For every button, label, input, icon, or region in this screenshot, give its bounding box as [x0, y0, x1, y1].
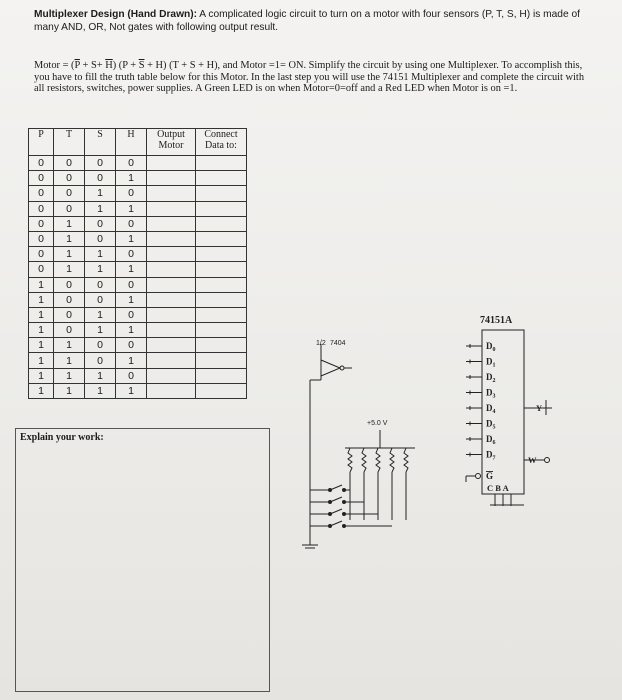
cell-s: 1 [85, 247, 116, 262]
cell-h: 0 [116, 277, 147, 292]
cell-s: 0 [85, 277, 116, 292]
cell-s: 1 [85, 368, 116, 383]
cell-h: 1 [116, 323, 147, 338]
cell-t: 0 [54, 292, 85, 307]
cell-s: 1 [85, 323, 116, 338]
h-bar: $\overline{H}$ [105, 60, 113, 71]
cell-s: 1 [85, 262, 116, 277]
cell-p: 0 [29, 216, 54, 231]
cell-t: 1 [54, 368, 85, 383]
cell-t: 0 [54, 186, 85, 201]
cell-h: 1 [116, 292, 147, 307]
cell-h: 0 [116, 216, 147, 231]
inverter-label: 7404 [330, 340, 346, 347]
cell-p: 1 [29, 353, 54, 368]
cell-p: 0 [29, 231, 54, 246]
cell-p: 0 [29, 247, 54, 262]
cell-t: 0 [54, 156, 85, 171]
strobe-bubble [476, 474, 481, 479]
output-y-label: Y [536, 403, 543, 413]
mux-input-label: $D_3$ [486, 387, 496, 400]
cell-p: 1 [29, 307, 54, 322]
equation-part: ) (P + [112, 60, 139, 71]
header-connect-data: Connect Data to: [196, 129, 247, 156]
cell-s: 0 [85, 292, 116, 307]
cell-h: 1 [116, 383, 147, 398]
cell-h: 0 [116, 338, 147, 353]
header-t: T [54, 129, 85, 156]
select-lines-label: C B A [487, 483, 509, 493]
mux-input-label: $D_6$ [486, 434, 496, 446]
cell-t: 1 [54, 353, 85, 368]
cell-h: 1 [116, 353, 147, 368]
cell-h: 0 [116, 247, 147, 262]
mux-input-label: $D_2$ [486, 372, 496, 384]
equation-part: + S+ [79, 60, 106, 71]
mux-input-label: $D_1$ [486, 356, 496, 369]
cell-t: 0 [54, 201, 85, 216]
header-description: A complicated logic circuit to turn on a motor with four sensors (P, T, S, H) is made of many AND, OR, Not gates with following output result. [34, 9, 580, 33]
inverter-fraction: 1/2 [316, 340, 326, 347]
cell-t: 0 [54, 171, 85, 186]
cell-t: 1 [54, 247, 85, 262]
cell-t: 1 [54, 262, 85, 277]
cell-p: 0 [29, 171, 54, 186]
strobe-label: G [486, 471, 494, 481]
cell-p: 1 [29, 338, 54, 353]
cell-h: 0 [116, 156, 147, 171]
cell-t: 1 [54, 231, 85, 246]
header-title: Multiplexer Design (Hand Drawn): [34, 9, 198, 20]
s-bar: $\overline{S}$ [138, 60, 145, 71]
cell-p: 0 [29, 201, 54, 216]
cell-t: 0 [54, 323, 85, 338]
resistor [376, 448, 380, 472]
p-bar: $\overline{P}$ [74, 60, 80, 71]
cell-h: 0 [116, 368, 147, 383]
cell-h: 1 [116, 201, 147, 216]
cell-p: 1 [29, 368, 54, 383]
cell-s: 1 [85, 186, 116, 201]
cell-h: 1 [116, 231, 147, 246]
cell-p: 0 [29, 156, 54, 171]
cell-h: 1 [116, 171, 147, 186]
cell-p: 0 [29, 262, 54, 277]
mux-input-label: $D_0$ [486, 341, 496, 353]
header-p: P [29, 129, 54, 156]
header-h: H [116, 129, 147, 156]
cell-s: 0 [85, 231, 116, 246]
cell-p: 1 [29, 323, 54, 338]
cell-t: 0 [54, 307, 85, 322]
resistor [404, 448, 408, 472]
cell-s: 0 [85, 353, 116, 368]
cell-h: 0 [116, 186, 147, 201]
cell-p: 1 [29, 277, 54, 292]
cell-t: 1 [54, 383, 85, 398]
inverter-gate [321, 360, 340, 376]
header-s: S [85, 129, 116, 156]
cell-s: 0 [85, 338, 116, 353]
cell-s: 1 [85, 383, 116, 398]
cell-s: 1 [85, 307, 116, 322]
header-output-motor: Output Motor [147, 129, 196, 156]
cell-s: 1 [85, 201, 116, 216]
cell-t: 0 [54, 277, 85, 292]
cell-t: 1 [54, 338, 85, 353]
cell-s: 0 [85, 156, 116, 171]
resistor [390, 448, 394, 472]
resistor [348, 448, 352, 472]
cell-s: 0 [85, 216, 116, 231]
cell-p: 1 [29, 383, 54, 398]
cell-h: 1 [116, 262, 147, 277]
cell-s: 0 [85, 171, 116, 186]
supply-label: +5.0 V [367, 420, 388, 427]
explain-label: Explain your work: [20, 432, 104, 443]
resistor [362, 448, 366, 472]
equation-rest: + H) (T + S + H), and Motor =1= ON. Simplify the circuit by using one Multiplexer. To accomplish this, you have to fill the truth table below for this Motor. In the last step you will use the 74151 Multiplexer and complete the circuit with all resistors, switches, power supplies. A Green LED is on when Motor=0=off and a Red LED when Motor is on =1. [34, 60, 585, 95]
mux-chip-name: 74151A [480, 315, 513, 326]
cell-p: 0 [29, 186, 54, 201]
mux-input-label: $D_5$ [486, 418, 496, 431]
mux-input-label: $D_7$ [486, 449, 496, 462]
cell-h: 0 [116, 307, 147, 322]
cell-p: 1 [29, 292, 54, 307]
cell-t: 1 [54, 216, 85, 231]
output-w-label: W [528, 455, 537, 465]
equation-part: Motor = ( [34, 60, 75, 71]
mux-input-label: $D_4$ [486, 403, 496, 415]
